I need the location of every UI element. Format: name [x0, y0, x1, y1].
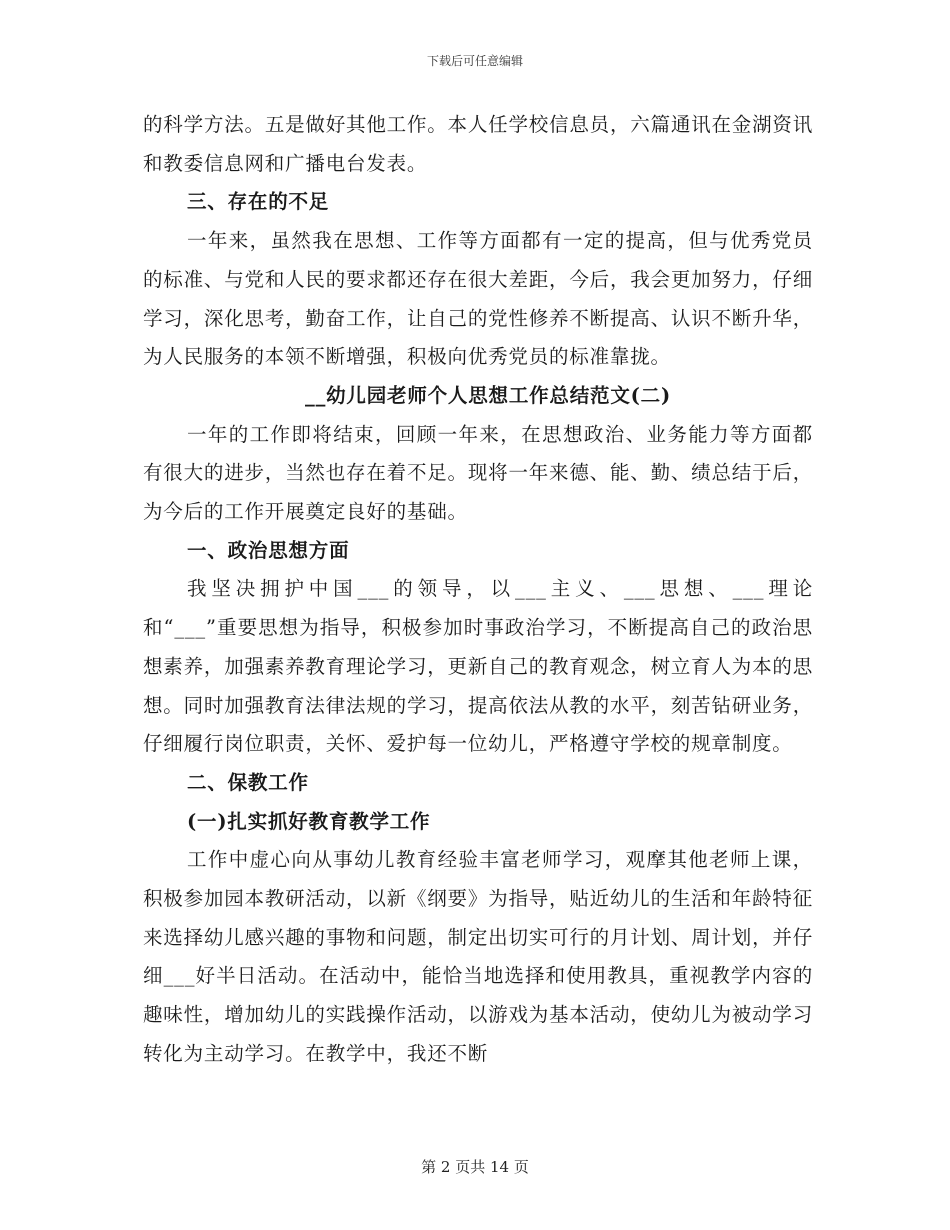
paragraph-shortcomings: 一年来，虽然我在思想、工作等方面都有一定的提高，但与优秀党员的标准、与党和人民的要求都还存在很大差距，今后，我会更加努力，仔细学习，深化思考，勤奋工作，让自己的党性修养不断提高、认识不断升华，为人民服务的本领不断增强，积极向优秀党员的标准靠拢。 — [143, 229, 813, 369]
article-title: __幼儿园老师个人思想工作总结范文(二) — [305, 383, 671, 407]
subsection-heading-teaching: (一)扎实抓好教育教学工作 — [187, 809, 431, 833]
paragraph-political: 我坚决拥护中国___的领导，以___主义、___思想、___理论和“___”重要思想为指导，积极参加时事政治学习，不断提高自己的政治思想素养，加强素养教育理论学习，更新自己的教育观念，树立育人为本的思想。同时加强教育法律法规的学习，提高依法从教的水平，刻苦钻研业务，仔细履行岗位职责，关怀、爱护每一位幼儿，严格遵守学校的规章制度。 — [143, 577, 813, 756]
paragraph-teaching: 工作中虚心向从事幼儿教育经验丰富老师学习，观摩其他老师上课，积极参加园本教研活动，以新《纲要》为指导，贴近幼儿的生活和年龄特征来选择幼儿感兴趣的事物和问题，制定出切实可行的月计划、周计划，并仔细___好半日活动。在活动中，能恰当地选择和使用教具，重视教学内容的趣味性，增加幼儿的实践操作活动，以游戏为基本活动，使幼儿为被动学习转化为主动学习。在教学中，我还不断 — [143, 848, 813, 1065]
document-body — [143, 106, 813, 1074]
page-footer: 第 2 页共 14 页 — [421, 1158, 529, 1176]
paragraph-intro: 一年的工作即将结束，回顾一年来，在思想政治、业务能力等方面都有很大的进步，当然也存在着不足。现将一年来德、能、勤、绩总结于后，为今后的工作开展奠定良好的基础。 — [143, 422, 813, 524]
paragraph-continuation: 的科学方法。五是做好其他工作。本人任学校信息员，六篇通讯在金湖资讯和教委信息网和广播电台发表。 — [143, 113, 813, 175]
section-heading-political: 一、政治思想方面 — [187, 538, 350, 562]
page-header: 下载后可任意编辑 — [426, 54, 523, 68]
section-heading-shortcomings: 三、存在的不足 — [187, 190, 330, 214]
section-heading-teaching: 二、保教工作 — [187, 770, 309, 794]
